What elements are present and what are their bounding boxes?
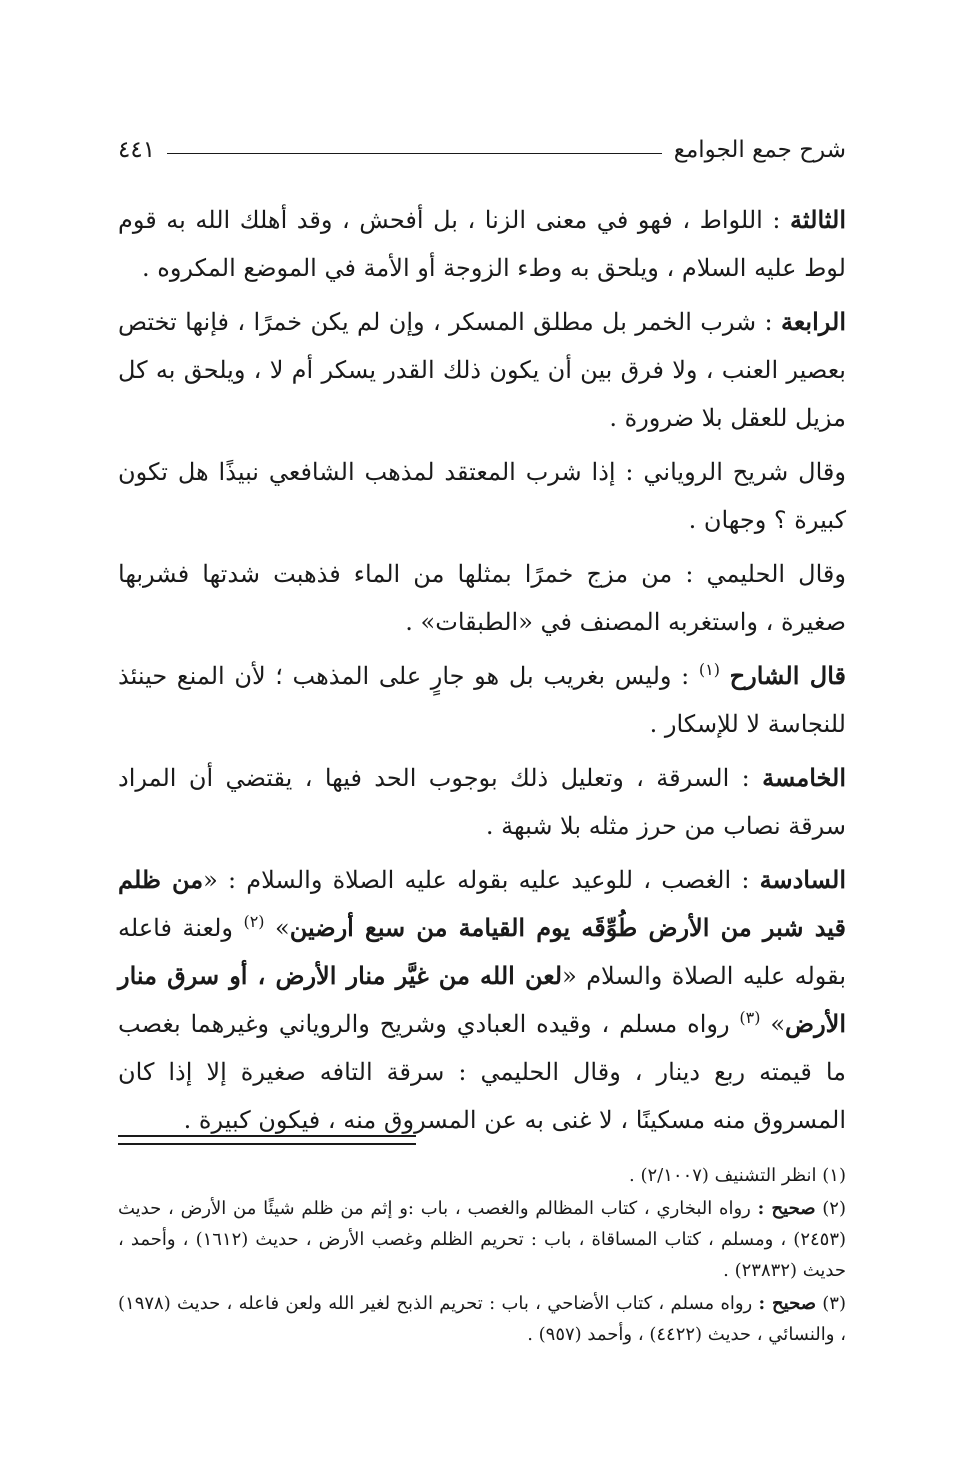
book-page xyxy=(118,130,846,1430)
paragraph-sharih xyxy=(118,652,846,748)
hadith-grade: صحيح : xyxy=(758,1293,816,1314)
paragraph-text: رواه مسلم ، وقيده العبادي وشريح والروياني وغيرهما بغصب ما قيمته ربع دينار ، وقال الحليمي : سرقة التافه صغيرة إلا إذا كان المسروق منه مسكينًا ، لا غنى به عن المسروق منه ، فيكون كبيرة . xyxy=(118,1010,846,1134)
footnote-3 xyxy=(118,1288,846,1350)
paragraph-ruyani xyxy=(118,448,846,544)
paragraph-text: : شرب الخمر بل مطلق المسكر ، وإن لم يكن خمرًا ، فإنها تختص بعصير العنب ، ولا فرق بين أن يكون ذلك القدر يسكر أم لا ، ويلحق به كل مزيل للعقل بلا ضرورة . xyxy=(118,308,846,432)
paragraph-fifth xyxy=(118,754,846,850)
footnote-reference[interactable]: (٢) xyxy=(243,912,265,931)
footnote-text: رواه البخاري ، كتاب المظالم والغصب ، باب :و إثم من ظلم شيئًا من الأرض ، حديث (٢٤٥٣) ، ومسلم ، كتاب المساقاة ، باب : تحريم الظلم وغصب الأرض ، حديث (١٦١٢) ، وأحمد ، حديث (٢٣٨٣٢) . xyxy=(118,1198,847,1281)
header-rule xyxy=(167,153,662,154)
quote-close: » xyxy=(264,914,290,942)
main-text xyxy=(118,196,846,1144)
footnote-1 xyxy=(118,1160,846,1191)
paragraph-text: : السرقة ، وتعليل ذلك بوجوب الحد فيها ، يقتضي أن المراد سرقة نصاب من حرز مثله بلا شبهة . xyxy=(118,764,846,840)
paragraph-third xyxy=(118,196,846,292)
paragraph-lead: الثالثة xyxy=(790,205,846,234)
footnote-text: رواه مسلم ، كتاب الأضاحي ، باب : تحريم الذبح لغير الله ولعن فاعله ، حديث (١٩٧٨) ، والنسائي ، حديث (٤٤٢٢) ، وأحمد (٩٥٧) . xyxy=(118,1293,846,1345)
footnote-reference[interactable]: (١) xyxy=(698,660,720,679)
paragraph-sixth xyxy=(118,856,846,1144)
hadith-quote: من ظلم قيد شبر من الأرض طُوِّقَه يوم القيامة من سبع أرضين xyxy=(118,865,847,942)
paragraph-text: : الغصب ، للوعيد عليه بقوله عليه الصلاة والسلام : « xyxy=(203,866,760,894)
paragraph-lead: الخامسة xyxy=(762,763,846,792)
hadith-grade: صحيح : xyxy=(757,1198,816,1219)
footnote-number: (٢) xyxy=(815,1198,846,1219)
book-title: شرح جمع الجوامع xyxy=(673,137,846,163)
footnote-2 xyxy=(118,1193,846,1286)
paragraph-text: ولعنة فاعله بقوله عليه الصلاة والسلام « xyxy=(118,914,846,990)
paragraph-lead: قال الشارح xyxy=(729,661,847,690)
footnote-reference[interactable]: (٣) xyxy=(739,1008,761,1027)
paragraph-fourth xyxy=(118,298,846,442)
paragraph-text: وقال شريح الروياني : إذا شرب المعتقد لمذهب الشافعي نبيذًا هل تكون كبيرة ؟ وجهان . xyxy=(118,458,846,534)
paragraph-lead: الرابعة xyxy=(780,307,846,336)
paragraph-halimi xyxy=(118,550,846,646)
footnote-text: (١) انظر التشنيف (٢/١٠٠٧) . xyxy=(629,1165,846,1186)
quote-close: » xyxy=(760,1010,786,1038)
hadith-quote: لعن الله من غيَّر منار الأرض ، أو سرق منار الأرض xyxy=(118,961,847,1038)
running-header xyxy=(118,130,846,170)
footnote-separator xyxy=(118,1135,416,1145)
paragraph-lead: السادسة xyxy=(759,865,846,894)
paragraph-text: : وليس بغريب بل هو جارٍ على المذهب ؛ لأن المنع حينئذ للنجاسة لا للإسكار . xyxy=(118,662,846,738)
paragraph-text: : اللواط ، فهو في معنى الزنا ، بل أفحش ، وقد أهلك الله به قوم لوط عليه السلام ، ويلحق به وطء الزوجة أو الأمة في الموضع المكروه . xyxy=(118,206,846,282)
paragraph-text: وقال الحليمي : من مزج خمرًا بمثلها من الماء فذهبت شدتها فشربها صغيرة ، واستغربه المصنف في «الطبقات» . xyxy=(118,560,846,636)
page-number: ٤٤١ xyxy=(118,137,156,163)
footnotes xyxy=(118,1160,846,1352)
footnote-number: (٣) xyxy=(815,1293,846,1314)
